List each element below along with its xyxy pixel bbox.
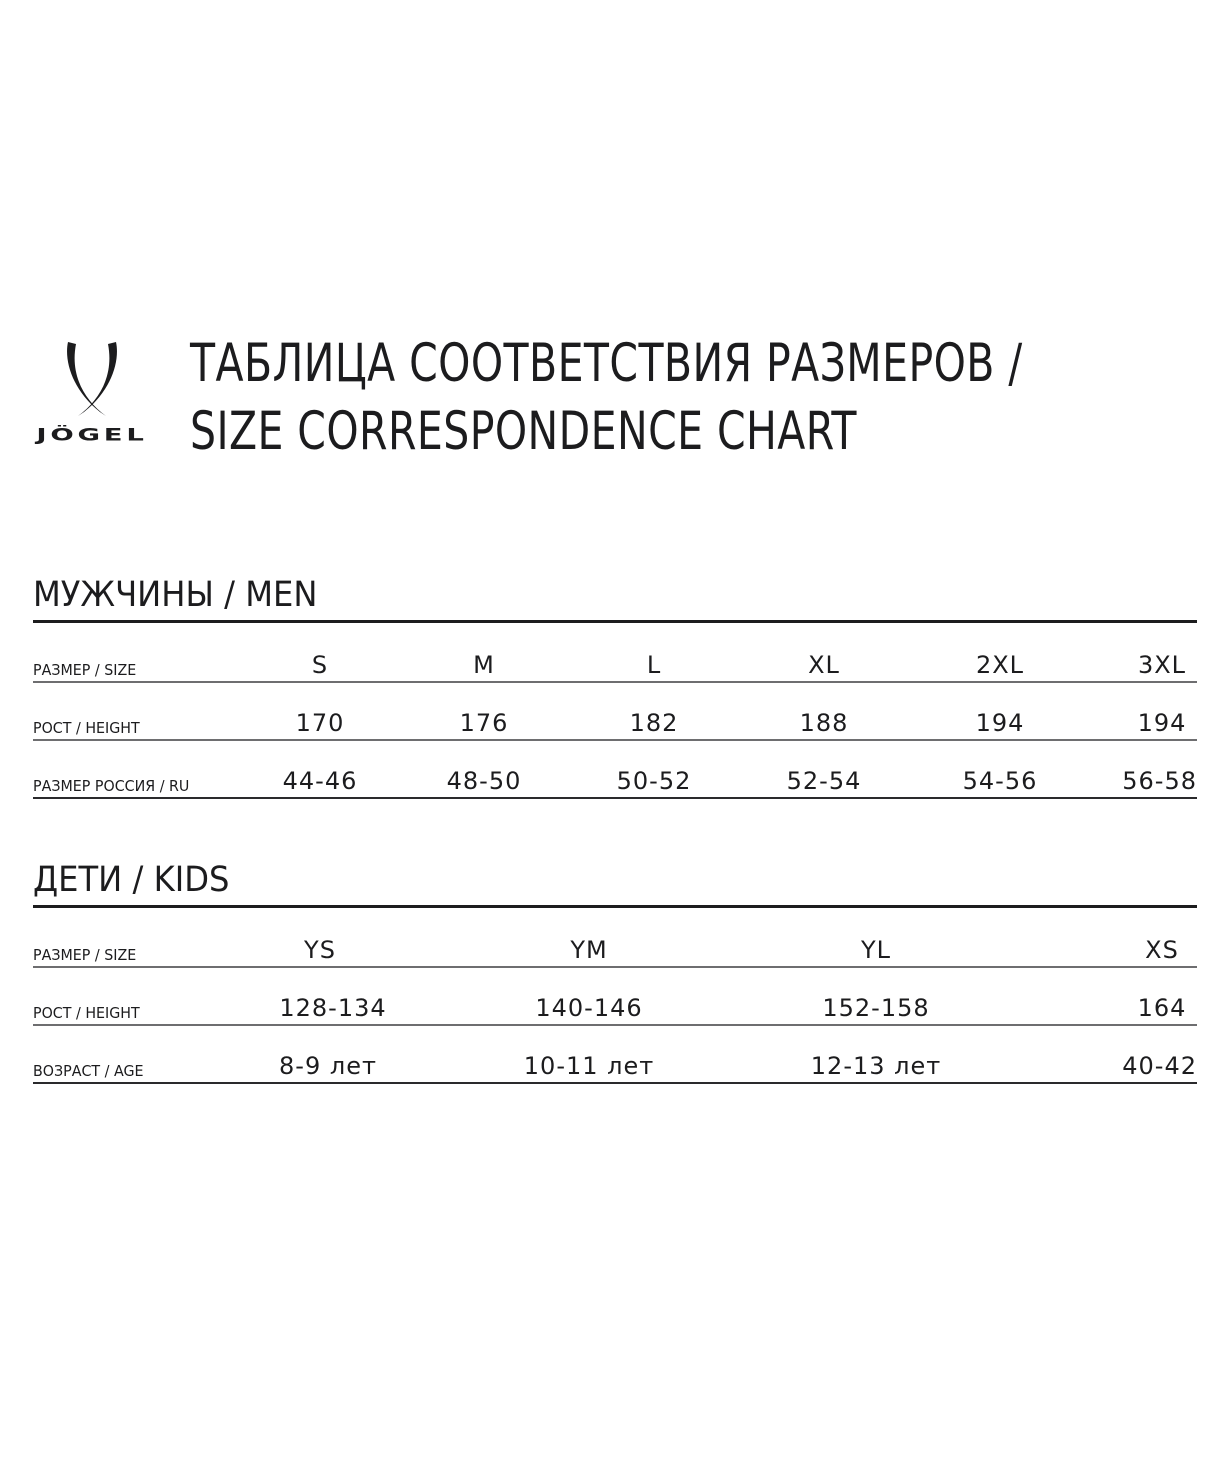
men-size-xl: XL <box>808 651 840 679</box>
cell: 56-58 <box>1122 767 1197 795</box>
kids-row-size <box>33 908 1197 968</box>
page-title <box>190 330 1076 466</box>
brand-name: JÖGEL <box>36 426 148 445</box>
cell: 170 <box>295 709 345 737</box>
kids-size-ym: YM <box>570 936 608 964</box>
cell: 52-54 <box>786 767 862 795</box>
row-label: РАЗМЕР / SIZE <box>33 661 137 679</box>
cell: 140-146 <box>535 994 643 1022</box>
men-size-2xl: 2XL <box>975 651 1025 679</box>
cell: 194 <box>975 709 1025 737</box>
cell: 8-9 лет <box>279 1052 377 1080</box>
men-heading: МУЖЧИНЫ / MEN <box>33 575 318 615</box>
kids-size-ys: YS <box>304 936 336 964</box>
row-label: РОСТ / HEIGHT <box>33 1004 140 1022</box>
kids-row-height <box>33 966 1197 1026</box>
men-size-3xl: 3XL <box>1137 651 1187 679</box>
cell: 182 <box>629 709 679 737</box>
cell: 152-158 <box>822 994 930 1022</box>
brand-logo <box>30 340 154 458</box>
row-label: РАЗМЕР / SIZE <box>33 946 137 964</box>
cell: 50-52 <box>616 767 692 795</box>
jogel-swoosh-icon <box>62 340 122 418</box>
cell: 194 <box>1137 709 1187 737</box>
men-size-l: L <box>646 651 662 679</box>
kids-heading: ДЕТИ / KIDS <box>33 860 230 900</box>
cell: 128-134 <box>279 994 387 1022</box>
cell: 12-13 лет <box>810 1052 942 1080</box>
men-row-size <box>33 623 1197 683</box>
cell: 48-50 <box>446 767 522 795</box>
men-row-height <box>33 681 1197 741</box>
title-line-en: SIZE CORRESPONDENCE CHART <box>190 401 857 462</box>
kids-size-xs: XS <box>1145 936 1179 964</box>
row-label: РОСТ / HEIGHT <box>33 719 140 737</box>
cell: 176 <box>459 709 509 737</box>
men-row-ru <box>33 739 1197 799</box>
cell: 44-46 <box>282 767 358 795</box>
cell: 188 <box>799 709 849 737</box>
kids-size-yl: YL <box>860 936 892 964</box>
cell: 40-42 <box>1122 1052 1197 1080</box>
cell: 10-11 лет <box>523 1052 655 1080</box>
row-label: ВОЗРАСТ / AGE <box>33 1062 144 1080</box>
men-size-m: M <box>473 651 495 679</box>
title-line-ru: ТАБЛИЦА СООТВЕТСТВИЯ РАЗМЕРОВ / <box>190 333 1023 394</box>
cell: 54-56 <box>962 767 1038 795</box>
row-label: РАЗМЕР РОССИЯ / RU <box>33 777 190 795</box>
kids-row-age <box>33 1024 1197 1084</box>
cell: 164 <box>1137 994 1187 1022</box>
men-size-s: S <box>311 651 329 679</box>
